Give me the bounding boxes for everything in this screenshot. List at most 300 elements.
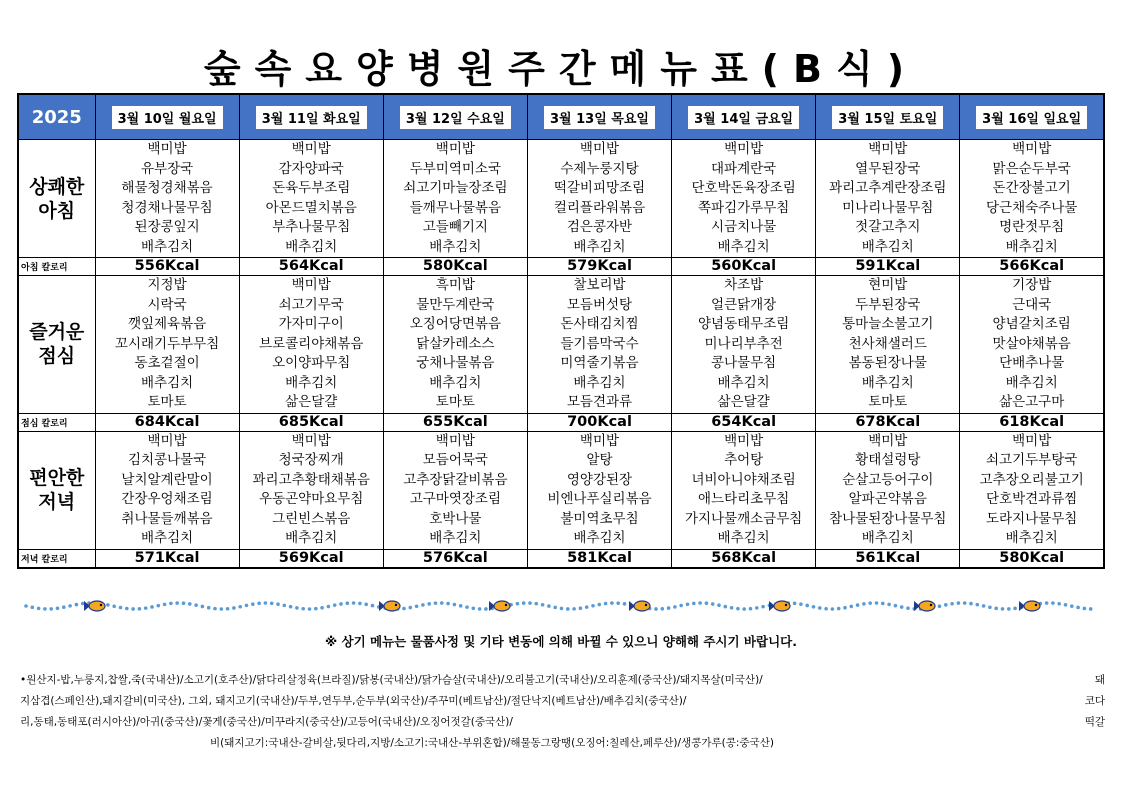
wave-dot [75,603,79,607]
meal-label [18,140,95,258]
wave-dot [616,601,620,605]
origin-info [20,670,1105,754]
menu-item: 배추김치 [429,374,482,391]
menu-item: 영양강된장 [566,471,633,488]
wave-dot [598,603,602,607]
menu-item: 배추김치 [717,238,770,255]
meal-label [18,276,95,414]
menu-item: 백미밥 [868,141,908,157]
menu-item: 참나물된장나물무침 [829,510,947,527]
wave-dot [553,606,557,610]
wave-dot [358,602,362,606]
menu-item: 명란젓무침 [999,219,1065,235]
menu-item: 배추김치 [861,374,914,391]
wave-dot [673,605,677,609]
menu-item: 백미밥 [435,141,475,157]
wave-dot [679,604,683,608]
wave-dot [333,603,337,607]
wave-dot [270,601,274,605]
menu-item: 쇠고기무국 [278,296,344,313]
wave-dot [761,605,765,609]
menu-item: 들깨무나물볶음 [409,199,501,216]
kcal-value: 580Kcal [960,549,1104,568]
wave-dot [522,601,526,605]
kcal-value: 684Kcal [95,413,239,431]
wave-dot [232,606,236,610]
wave-dot [1001,607,1005,611]
meal-label-text: 상쾌한 [29,175,85,198]
menu-item: 맛살야채볶음 [992,335,1071,352]
wave-dot [427,602,431,606]
menu-item: 고들빼기지 [422,219,488,235]
menu-item: 백미밥 [291,432,331,449]
wave-dot [220,607,224,611]
menu-item: 동초겉절이 [134,355,200,371]
wave-dot [327,605,331,609]
wave-dot [43,607,47,611]
day-menu-cell [960,140,1104,258]
menu-item: 추어탕 [724,452,764,468]
menu-item: 대파계란국 [711,160,777,177]
day-menu-cell [960,431,1104,549]
wave-dot [868,601,872,605]
menu-item: 물만두계란국 [416,296,495,313]
wave-dot [799,602,803,606]
menu-item: 김치콩나물국 [127,452,207,468]
menu-item: 차조밥 [724,277,764,293]
kcal-value: 654Kcal [672,413,816,431]
wave-dot [81,602,85,606]
day-header: 3월 16일 일요일 [960,94,1104,140]
wave-dot [188,602,192,606]
wave-dot [1057,602,1061,606]
menu-item: 배추김치 [285,530,338,546]
meal-row [18,431,1104,549]
menu-item: 흑미밥 [435,277,475,293]
day-menu-cell [95,431,239,549]
wave-dot [1064,603,1068,607]
wave-dot [661,607,665,611]
wave-dot [24,604,28,608]
wave-dot [535,602,539,606]
menu-item: 봄동된장나물 [848,355,927,371]
menu-item: 백미밥 [147,141,187,157]
kcal-row [18,258,1104,276]
wave-dot [434,601,438,605]
wave-dot [982,604,986,608]
wave-dot [572,607,576,611]
menu-item: 오이양파무침 [272,355,351,371]
wave-dot [238,605,242,609]
day-menu-cell [383,276,527,414]
menu-item: 미나리부추전 [704,335,783,352]
menu-item: 가자미구이 [278,316,344,332]
menu-item: 꼬시래기두부무침 [114,335,220,352]
menu-item: 토마토 [147,394,187,410]
wave-dot [560,607,564,611]
wave-dot [421,603,425,607]
menu-item: 단호박돈육장조림 [691,180,796,196]
menu-item: 당근채숙주나물 [986,199,1078,216]
meal-label-text: 즐거운 [29,321,85,344]
wave-dot [415,604,419,608]
kcal-label: 저녁 칼로리 [18,549,95,568]
kcal-value: 560Kcal [672,258,816,276]
menu-item: 배추김치 [1005,374,1058,391]
menu-item: 고추장닭갈비볶음 [403,471,508,488]
wave-dot [484,607,488,611]
wave-dot [68,604,72,608]
wave-dot [106,603,110,607]
wave-dot [724,605,728,609]
wave-dot [201,605,205,609]
menu-item: 두부된장국 [855,296,921,313]
wave-dot [472,606,476,610]
menu-item: 황태설렁탕 [855,452,921,468]
menu-item: 녀비아니야채조림 [691,471,796,488]
kcal-value: 564Kcal [239,258,383,276]
menu-item: 고구마엿장조림 [409,491,501,507]
wave-dot [308,607,312,611]
wave-dot [818,606,822,610]
kcal-value: 561Kcal [816,549,960,568]
menu-item: 백미밥 [868,432,908,449]
menu-item: 시금치나물 [711,219,777,235]
day-header: 3월 12일 수요일 [383,94,527,140]
kcal-row [18,549,1104,568]
wave-dot [963,601,967,605]
wave-dot [705,601,709,605]
meal-label-text: 저녁 [38,491,76,513]
menu-item: 열무된장국 [855,160,921,177]
kcal-value: 566Kcal [960,258,1104,276]
wave-dot [862,602,866,606]
menu-item: 배추김치 [717,530,770,546]
meal-label-text: 점심 [38,345,76,368]
menu-item: 배추김치 [140,374,194,391]
menu-item: 오징어당면볶음 [409,316,501,332]
menu-item: 우동곤약마요무침 [259,491,364,507]
page-title: 숲속요양병원주간메뉴표(B식) [203,47,919,91]
menu-item: 양념동태무조림 [697,316,790,332]
wave-dot [623,602,627,606]
wave-dot [257,602,261,606]
menu-item: 백미밥 [724,432,764,449]
menu-item: 백미밥 [291,277,331,293]
kcal-row [18,413,1104,431]
wave-dot [692,602,696,606]
menu-item: 꽈리고추황태채볶음 [252,471,370,488]
wave-dot [528,601,532,605]
kcal-value: 571Kcal [95,549,239,568]
wave-dot [194,603,198,607]
wave-dot [182,601,186,605]
wave-dot [245,604,249,608]
menu-item: 배추김치 [285,374,338,391]
menu-item: 찰보리밥 [573,277,626,293]
wave-dot [276,602,280,606]
wave-dot [950,602,954,606]
wave-dot [654,607,658,611]
menu-item: 기장밥 [1012,277,1052,293]
menu-item: 백미밥 [147,432,187,449]
wave-dot [283,604,287,608]
menu-item: 컬리플라워볶음 [553,199,646,216]
menu-item: 배추김치 [429,530,482,546]
day-menu-cell [527,140,671,258]
wave-dot [831,607,835,611]
day-menu-cell [816,140,960,258]
wave-dot [1083,607,1087,611]
day-header: 3월 13일 목요일 [527,94,671,140]
menu-item: 검은콩자반 [566,219,633,235]
wave-dot [604,602,608,606]
kcal-value: 678Kcal [816,413,960,431]
fish-icon [1019,601,1040,611]
menu-item: 닭살카레소스 [416,335,495,352]
fish-wave-decoration [22,597,1102,615]
menu-item: 백미밥 [1012,432,1052,449]
menu-item: 근대국 [1012,296,1052,313]
wave-dot [843,606,847,610]
menu-item: 궁채나물볶음 [416,355,495,371]
menu-item: 얼큰닭개장 [711,296,777,313]
wave-dot [465,605,469,609]
wave-dot [339,602,343,606]
menu-item: 날치알계란말이 [121,471,213,488]
day-menu-cell [672,431,816,549]
wave-dot [446,602,450,606]
wave-dot [906,606,910,610]
meal-row [18,276,1104,414]
menu-item: 미역줄기볶음 [560,355,639,371]
wave-dot [875,601,879,605]
day-menu-cell [239,276,383,414]
wave-dot [711,602,715,606]
meal-label-text: 아침 [38,199,76,222]
menu-item: 된장콩잎지 [134,219,200,235]
wave-dot [686,602,690,606]
wave-dot [1045,601,1049,605]
menu-item: 해물청경채볶음 [121,180,213,196]
menu-item: 배추김치 [861,238,914,255]
wave-dot [698,601,702,605]
wave-dot [667,606,671,610]
menu-item: 쇠고기마늘장조림 [403,180,508,196]
wave-dot [812,605,816,609]
wave-dot [730,606,734,610]
kcal-value: 576Kcal [383,549,527,568]
wave-dot [163,603,167,607]
wave-dot [944,603,948,607]
wave-dot [957,601,961,605]
menu-item: 브로콜리야채볶음 [259,335,364,352]
wave-dot [295,606,299,610]
kcal-value: 569Kcal [239,549,383,568]
wave-dot [31,606,35,610]
menu-item: 깻잎제육볶음 [127,316,207,332]
day-header: 3월 11일 화요일 [239,94,383,140]
menu-item: 비엔나푸실리볶음 [547,491,652,507]
wave-dot [346,601,350,605]
menu-item: 토마토 [868,394,908,410]
kcal-value: 580Kcal [383,258,527,276]
fish-icon [84,601,105,611]
kcal-value: 568Kcal [672,549,816,568]
wave-dot [314,607,318,611]
wave-dot [157,604,161,608]
kcal-label: 아침 칼로리 [18,258,95,276]
menu-item: 맑은순두부국 [992,160,1071,177]
wave-dot [119,606,123,610]
wave-dot [837,607,841,611]
wave-dot [856,603,860,607]
wave-dot [175,601,179,605]
day-menu-cell [816,276,960,414]
wave-dot [585,605,589,609]
day-menu-cell [383,140,527,258]
fish-icon [769,601,790,611]
wave-dot [150,605,154,609]
wave-dot [749,607,753,611]
menu-item: 모듬버섯탕 [566,296,633,313]
menu-item: 백미밥 [724,141,764,157]
wave-dot [352,601,356,605]
menu-item: 배추김치 [573,238,626,255]
menu-item: 백미밥 [435,432,475,449]
wave-dot [226,607,230,611]
wave-dot [541,603,545,607]
year-header: 2025 [18,94,95,140]
wave-dot [131,607,135,611]
menu-item: 현미밥 [868,277,908,293]
menu-item: 감자양파국 [278,160,344,177]
menu-item: 돈사태김치찜 [560,316,639,332]
menu-item: 꽈리고추계란장조림 [829,180,947,196]
day-menu-cell [239,140,383,258]
wave-dot [887,603,891,607]
wave-dot [371,604,375,608]
menu-item: 수제누룽지탕 [560,160,639,177]
menu-item: 양념갈치조림 [992,316,1071,332]
day-menu-cell [816,431,960,549]
wave-dot [138,607,142,611]
menu-item: 단배추나물 [999,355,1065,371]
menu-item: 그린빈스볶음 [272,510,351,527]
wave-dot [516,602,520,606]
kcal-value: 685Kcal [239,413,383,431]
menu-item: 아몬드멸치볶음 [265,199,357,216]
wave-dot [1051,601,1055,605]
day-menu-cell [95,276,239,414]
menu-item: 떡갈비피망조림 [553,180,646,196]
kcal-value: 618Kcal [960,413,1104,431]
origin-line: •원산지-밥,누룽지,찹쌀,죽(국내산)/소고기(호주산)/닭다리살정육(브라질)/닭봉(국내산)/닭가슴살(국내산)/오리불고기(국내산)/오리훈제(중국산)/돼지목살(미국산)/ 돼 [20,674,1105,686]
wave-dot [251,602,255,606]
wave-dot [736,607,740,611]
wave-dot [900,605,904,609]
menu-item: 백미밥 [1012,141,1052,157]
kcal-value: 581Kcal [527,549,671,568]
origin-line: 비(돼지고기:국내산-갈비살,뒷다리,지방/소고기:국내산-부위혼합)/해물동그랑땡(오징어:칠레산,페루산)/생콩가루(콩:중국산) [210,737,774,749]
wave-dot [459,604,463,608]
meal-label-text: 편안한 [29,467,85,489]
menu-item: 시락국 [147,296,187,313]
wave-dot [402,607,406,611]
wave-dot [169,602,173,606]
wave-dot [976,603,980,607]
fish-icon [379,601,400,611]
menu-item: 호박나물 [429,510,482,527]
menu-item: 간장우엉채조림 [121,491,213,507]
kcal-label: 점심 칼로리 [18,413,95,431]
menu-item: 배추김치 [1005,238,1058,255]
wave-dot [881,602,885,606]
menu-item: 쪽파김가루무침 [697,199,790,216]
wave-dot [49,607,53,611]
day-menu-cell [672,276,816,414]
fish-icon [914,601,935,611]
wave-dot [805,604,809,608]
wave-dot [264,601,268,605]
menu-item: 쇠고기두부탕국 [986,452,1078,468]
day-header: 3월 10일 월요일 [95,94,239,140]
menu-item: 유부장국 [140,160,194,177]
menu-item: 도라지나물무침 [986,510,1078,527]
menu-item: 배추김치 [429,238,482,255]
menu-item: 들기름막국수 [560,335,639,352]
menu-item: 부추나물무침 [272,219,351,235]
menu-item: 청국장찌개 [278,452,344,468]
day-menu-cell [527,276,671,414]
menu-item: 지정밥 [147,277,187,293]
wave-dot [793,602,797,606]
day-menu-cell [960,276,1104,414]
wave-dot [824,607,828,611]
kcal-value: 700Kcal [527,413,671,431]
menu-item: 고추장오리불고기 [979,471,1084,488]
wave-dot [755,606,759,610]
menu-item: 배추김치 [861,530,914,546]
menu-item: 돈간장불고기 [992,180,1071,196]
wave-dot [591,604,595,608]
wave-dot [1089,607,1093,611]
menu-item: 토마토 [435,394,475,410]
meal-label [18,431,95,549]
wave-dot [717,603,721,607]
menu-item: 가지나물깨소금무침 [684,510,803,527]
wave-dot [213,607,217,611]
wave-dot [478,607,482,611]
menu-item: 삶은달걀 [285,394,338,410]
menu-item: 배추김치 [717,374,770,391]
wave-dot [207,606,211,610]
menu-item: 배추김치 [1005,530,1058,546]
wave-dot [1013,607,1017,611]
menu-item: 백미밥 [579,141,620,157]
wave-dot [610,601,614,605]
wave-dot [547,604,551,608]
wave-dot [56,606,60,610]
wave-dot [62,605,66,609]
kcal-value: 556Kcal [95,258,239,276]
menu-item: 통마늘소불고기 [842,316,934,332]
menu-item: 배추김치 [285,238,338,255]
wave-dot [1070,604,1074,608]
day-menu-cell [239,431,383,549]
menu-item: 알파곤약볶음 [848,491,927,507]
wave-dot [320,606,324,610]
